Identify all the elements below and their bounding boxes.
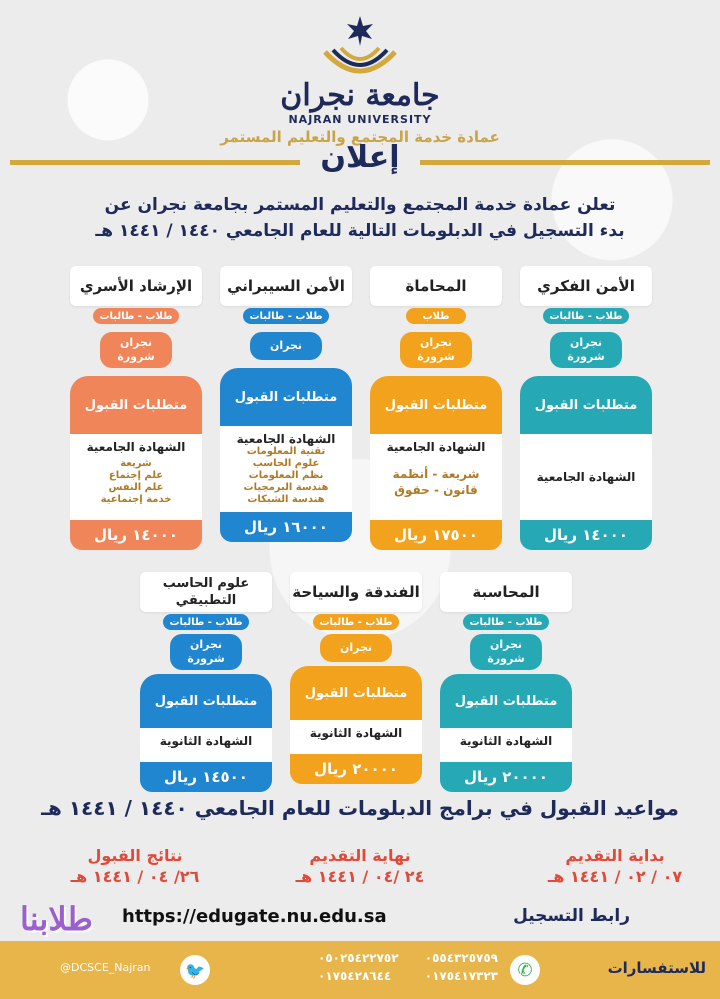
phone-number: ٠٥٠٢٥٤٢٢٧٥٢ bbox=[318, 951, 399, 965]
city-1: نجران bbox=[269, 339, 303, 352]
major-item: هندسة البرمجيات bbox=[243, 482, 329, 493]
city-2: شرورة bbox=[187, 652, 225, 665]
twitter-icon[interactable]: 🐦 bbox=[180, 955, 210, 985]
city-2: شرورة bbox=[417, 350, 455, 363]
city-badge bbox=[400, 332, 472, 368]
dates-title: مواعيد القبول في برامج الدبلومات للعام الجامعي ١٤٤٠ / ١٤٤١ هـ bbox=[41, 796, 679, 820]
requirements-header: متطلبات القبول bbox=[290, 666, 422, 720]
register-link[interactable]: https://edugate.nu.edu.sa bbox=[122, 906, 387, 927]
phone-number: ٠١٧٥٤١٧٣٢٣ bbox=[424, 969, 498, 983]
city-2: شرورة bbox=[487, 652, 525, 665]
qualification: الشهادة الثانوية bbox=[159, 734, 253, 748]
gender-pill: طلاب - طالبات bbox=[93, 308, 179, 324]
program-title: الأمن السيبراني bbox=[220, 266, 352, 306]
qualification: الشهادة الثانوية bbox=[459, 734, 553, 748]
requirements-body bbox=[520, 434, 652, 520]
intro-line-1: تعلن عمادة خدمة المجتمع والتعليم المستمر بجامعة نجران عن bbox=[104, 195, 616, 215]
city-1: نجران bbox=[489, 638, 523, 651]
major-item: شريعة bbox=[120, 458, 152, 469]
register-label: رابط التسجيل bbox=[513, 906, 630, 926]
whatsapp-icon[interactable]: ✆ bbox=[510, 955, 540, 985]
city-1: نجران bbox=[189, 638, 223, 651]
price: ١٧٥٠٠ ريال bbox=[370, 520, 502, 550]
program-title: علوم الحاسب التطبيقي bbox=[140, 572, 272, 612]
requirements-body bbox=[440, 728, 572, 762]
requirements-body bbox=[70, 434, 202, 520]
price: ١٦٠٠٠ ريال bbox=[220, 512, 352, 542]
qualification: الشهادة الجامعية bbox=[386, 440, 486, 454]
major-item: هندسة الشبكات bbox=[247, 494, 325, 505]
program-card-family-counseling bbox=[70, 266, 202, 550]
announcement-title: إعلان bbox=[320, 140, 400, 175]
requirements-header: متطلبات القبول bbox=[520, 376, 652, 434]
city-badge bbox=[470, 634, 542, 670]
requirements-body bbox=[140, 728, 272, 762]
start-date bbox=[530, 846, 700, 886]
qualification: الشهادة الجامعية bbox=[236, 432, 336, 446]
gender-pill: طلاب - طالبات bbox=[243, 308, 329, 324]
requirements-body bbox=[370, 434, 502, 520]
city-badge bbox=[100, 332, 172, 368]
requirements-body bbox=[290, 720, 422, 754]
qualification: الشهادة الجامعية bbox=[86, 440, 186, 454]
program-card-intellectual-security bbox=[520, 266, 652, 550]
requirements-body bbox=[220, 426, 352, 512]
major-item: نظم المعلومات bbox=[248, 470, 324, 481]
city-1: نجران bbox=[119, 336, 153, 349]
price: ٢٠٠٠٠ ريال bbox=[440, 762, 572, 792]
major-item: شريعة - أنظمة bbox=[392, 467, 480, 481]
requirements-header: متطلبات القبول bbox=[440, 674, 572, 728]
intro-text bbox=[0, 192, 720, 244]
phone-number: ٠١٧٥٤٢٨٦٤٤ bbox=[318, 969, 392, 983]
program-card-law bbox=[370, 266, 502, 550]
gender-pill: طلاب - طالبات bbox=[163, 614, 249, 630]
city-badge bbox=[550, 332, 622, 368]
program-title: الإرشاد الأسري bbox=[70, 266, 202, 306]
city-1: نجران bbox=[339, 641, 373, 654]
program-card-applied-computer-science bbox=[140, 572, 272, 792]
results-date-value: ٢٦/ ٠٤ / ١٤٤١ هـ bbox=[70, 867, 200, 886]
major-item: علم إجتماع bbox=[108, 470, 164, 481]
program-card-hospitality bbox=[290, 572, 422, 784]
gender-pill: طلاب - طالبات bbox=[463, 614, 549, 630]
price: ١٤٥٠٠ ريال bbox=[140, 762, 272, 792]
program-card-cybersecurity bbox=[220, 266, 352, 542]
results-date-label: نتائج القبول bbox=[87, 846, 183, 865]
end-date-value: ٢٤ /٠٤ / ١٤٤١ هـ bbox=[295, 867, 425, 886]
qualification: الشهادة الجامعية bbox=[536, 470, 636, 484]
qualification: الشهادة الثانوية bbox=[309, 726, 403, 740]
price: ١٤٠٠٠ ريال bbox=[70, 520, 202, 550]
city-2: شرورة bbox=[117, 350, 155, 363]
end-date-label: نهاية التقديم bbox=[309, 846, 411, 865]
major-item: خدمة إجتماعية bbox=[100, 494, 172, 505]
program-title: المحاسبة bbox=[440, 572, 572, 612]
city-badge bbox=[320, 634, 392, 662]
program-title: المحاماة bbox=[370, 266, 502, 306]
program-title: الفندقة والسياحة bbox=[290, 572, 422, 612]
start-date-value: ٠٧ / ٠٢ / ١٤٤١ هـ bbox=[547, 867, 683, 886]
requirements-header: متطلبات القبول bbox=[70, 376, 202, 434]
price: ٢٠٠٠٠ ريال bbox=[290, 754, 422, 784]
program-title: الأمن الفكري bbox=[520, 266, 652, 306]
gender-pill: طلاب bbox=[406, 308, 466, 324]
najran-emblem-icon bbox=[305, 12, 415, 82]
results-date bbox=[50, 846, 220, 886]
footer-bar bbox=[0, 941, 720, 999]
price: ١٤٠٠٠ ريال bbox=[520, 520, 652, 550]
major-item: قانون - حقوق bbox=[394, 483, 478, 497]
city-1: نجران bbox=[569, 336, 603, 349]
start-date-label: بداية التقديم bbox=[565, 846, 665, 865]
university-name-ar: جامعة نجران bbox=[280, 78, 440, 113]
city-badge bbox=[250, 332, 322, 360]
city-badge bbox=[170, 634, 242, 670]
watermark-logo: طلابنا bbox=[20, 900, 93, 938]
phone-numbers bbox=[318, 949, 498, 985]
requirements-header: متطلبات القبول bbox=[140, 674, 272, 728]
gender-pill: طلاب - طالبات bbox=[313, 614, 399, 630]
inquiries-label: للاستفسارات bbox=[607, 959, 706, 977]
requirements-header: متطلبات القبول bbox=[370, 376, 502, 434]
university-logo bbox=[0, 12, 720, 146]
major-item: تقنية المعلومات bbox=[246, 446, 326, 457]
intro-line-2: بدء التسجيل في الدبلومات التالية للعام الجامعي ١٤٤٠ / ١٤٤١ هـ bbox=[95, 221, 625, 241]
city-1: نجران bbox=[419, 336, 453, 349]
university-name-en: NAJRAN UNIVERSITY bbox=[288, 113, 432, 126]
twitter-handle[interactable]: @DCSCE_Najran bbox=[60, 961, 151, 974]
city-2: شرورة bbox=[567, 350, 605, 363]
program-card-accounting bbox=[440, 572, 572, 792]
requirements-header: متطلبات القبول bbox=[220, 368, 352, 426]
major-item: علم النفس bbox=[108, 482, 164, 493]
deanship-name: عمادة خدمة المجتمع والتعليم المستمر bbox=[220, 128, 500, 146]
end-date bbox=[275, 846, 445, 886]
major-item: علوم الحاسب bbox=[252, 458, 320, 469]
phone-number: ٠٥٥٤٣٢٥٧٥٩ bbox=[424, 951, 498, 965]
gender-pill: طلاب - طالبات bbox=[543, 308, 629, 324]
